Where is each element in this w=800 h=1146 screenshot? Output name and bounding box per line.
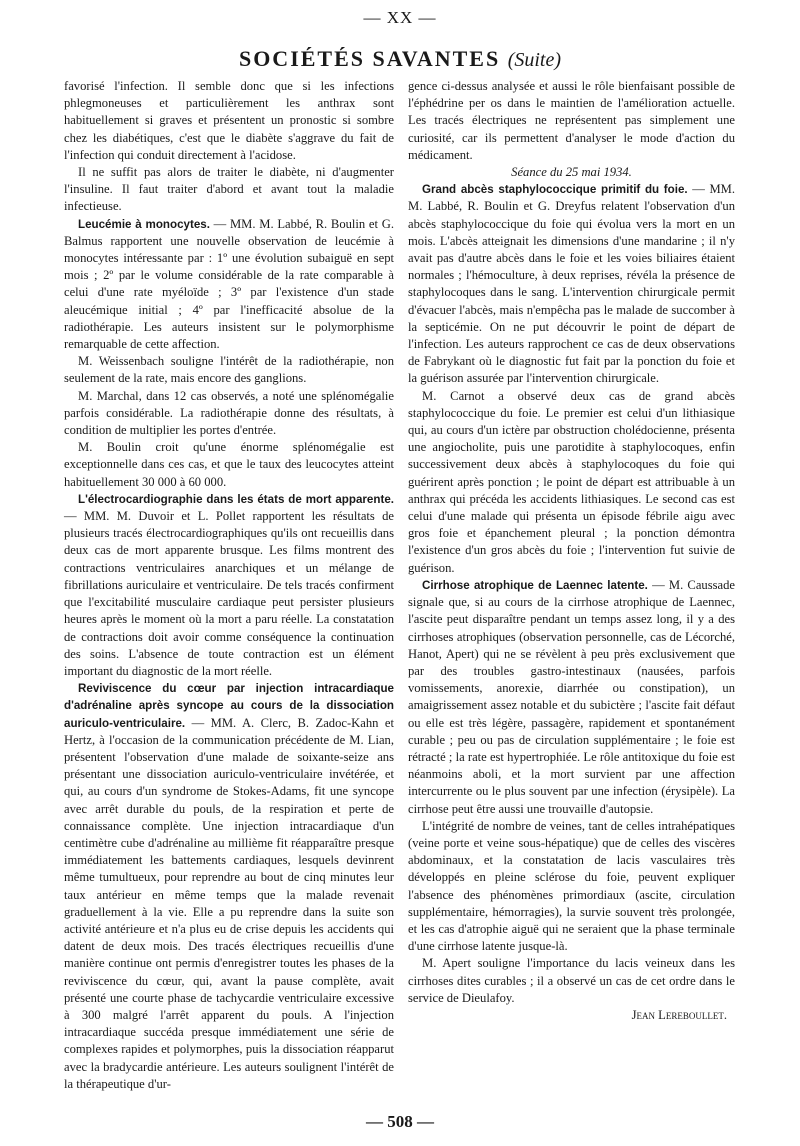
paragraph-apert: M. Apert souligne l'importance du lacis veineux dans les cirrhoses dites curables ; il a observé un cas de cet ordre dans le service de Dieulafoy. [408,956,735,1005]
article-leucemie [64,216,394,354]
article-text-reviviscence: — MM. A. Clerc, B. Zadoc-Kahn et Hertz, à l'occasion de la communication précédente de M. Lian, présentent l'observation d'une malade de soixante-seize ans présentant une dissociation auriculo-ventriculaire invétérée, et qui, au cours d'un syndrome de Stokes-Adams, fit une syncope avec arrêt durable du pouls, de la respiration et perte de connaissance complète. Une injection intracardiaque d'un centimètre cube d'adrénaline au millième fit réapparaître presque immédiatement les battements cardiaques, lesquels devinrent même tumultueux, pour reprendre au bout de cinq minutes leur taux antérieur en même temps que la malade revenait graduellement à la vie. Elle a pu reprendre dans la suite son activité antérieure et n'a plus eu de crise depuis les accidents qui datent de deux mois. Des tracés électriques recueillis d'une manière continue ont permis d'enregistrer toutes les phases de la reviviscence du cœur, qui, avant la pause complète, avait présenté une courte phase de tachycardie ventriculaire excessive à 300 malgré l'arrêt apparent du pouls. A l'injection intracardiaque succéda presque immédiatement une série de complexes rapides et polymorphes, puis la dissociation réapparut avec la bradycardie antérieure. Les auteurs soulignent l'intérêt de la thérapeutique d'ur- [64,715,394,1091]
article-electrocardiographie [64,491,394,680]
paragraph-carnot: M. Carnot a observé deux cas de grand abcès staphylococcique du foie. Le premier est celui d'un lithiasique qui, au cours d'un ictère par obstruction cholédocienne, présenta une angiocholite, puis une parotidite à staphylocoques, enfin successivement deux abcès à staphylocoques du foie qui guérirent après ponction ; le point de départ est attribuable à un anthrax qui précéda les accidents lithiasiques. Le second cas est celui d'une malade qui présenta un épisode fébrile aigu avec gros foie et épanchement pleural ; la ponction démontra l'existence d'un gros abcès du foie ; l'intervention fut suivie de guérison. [408,388,735,575]
article-heading-reviviscence: Reviviscence du cœur par injection intracardiaque d'adrénaline après syncope au cours de la dissociation auriculo-ventriculaire. [64,682,394,730]
page-roman-numeral: — XX — [363,8,437,27]
article-text-cirrhose: — M. Caussade signale que, si au cours de la cirrhose atrophique de Laennec, l'ascite peut disparaître pendant un temps assez long, il y a des cirrhoses atrophiques (observation personnelle, cas de Lécorché, Hanot, Apert) qui ne se révèlent à peu près exclusivement que par des troubles gastro-intestinaux (nausées, parfois vomissements, anorexie, diarrhée ou constipation), un amaigrissement assez notable et du subictère ; l'ascite fait défaut ou elle est très légère, passagère, rapidement et spontanément curable ; peu ou pas de circulation supplémentaire ; le foie est rétracté ; la rate est hypertrophiée. Le rôle antitoxique du foie est néanmoins aboli, et la mort survient par une affection intercurrente ou le plus souvent par une infection (érysipèle). La cirrhose peut être aussi une trouvaille d'autopsie. [408,577,735,816]
paragraph-marchal: M. Marchal, dans 12 cas observés, a noté une splénomégalie parfois considérable. La radiothérapie donne des résultats, à condition de multiplier les portes d'entrée. [64,388,394,438]
article-abces [408,181,735,387]
paragraph-infection: favorisé l'infection. Il semble donc que si les infections phlegmoneuses et particulièrement les anthrax sont habituellement si graves et présentent un pronostic si sombre chez les diabétiques, c'est que le diabète s'aggrave du fait de l'infection qui conduit directement à l'acidose. [64,79,394,162]
article-heading-abces: Grand abcès staphylococcique primitif du foie. [422,183,688,197]
article-text-electrocardiographie: — MM. M. Duvoir et L. Pollet rapportent les résultats de plusieurs tracés électrocardiographiques qu'ils ont recueillis dans deux cas de mort apparente brusque. Les films montrent des contractions ventriculaires anarchiques et un mélange de fibrillations auriculaire et ventriculaire. De tels tracés confirment que l'excitabilité musculaire cardiaque peut persister plusieurs heures après le moment où la mort a paru réelle. La constatation de contractions doit avoir comme conséquence la continuation des soins. L'absence de toute contraction est un élément important du diagnostic de la mort réelle. [64,509,394,678]
section-title-suffix: (Suite) [507,49,562,71]
article-text-leucemie: — MM. M. Labbé, R. Boulin et G. Balmus rapportent une nouvelle observation de leucémie à monocytes intéressante par : 1º une évolution subaiguë en sept mois ; 2º par le volume considérable de la rate comparable à celui d'une rate myéloïde ; 3º par l'existence d'un stade aleucémique initial ; 4º par l'inefficacité absolue de la radiothérapie. Les auteurs insistent sur le polymorphisme remarquable de cette affection. [64,216,394,352]
paragraph-integrite: L'intégrité de nombre de veines, tant de celles intrahépatiques (veine porte et veine sous-hépatique) que de celles des viscères abdominaux, et la constatation de lacis vasculaires très développés en pleine sclérose du foie, peuvent expliquer l'absence des phénomènes primordiaux (ascite, circulation supplémentaire, hémorragies), la survie souvent très prolongée, et les cas d'atrophie aiguë qui ne seraient que la phase terminale d'une cirrhose latente jusque-là. [408,818,735,954]
seance-date: Séance du 25 mai 1934. [511,165,632,180]
article-text-abces: — MM. M. Labbé, R. Boulin et G. Dreyfus relatent l'observation d'un abcès staphylococcique du foie qui évolua vers la mort en un mois. L'abcès atteignait les dimensions d'une mandarine ; il n'y avait pas d'autre abcès dans le foie et les voies biliaires étaient normales ; l'hémoculture, à deux reprises, révéla la présence de staphylocoques dans le sang. L'intervention chirurgicale permit d'évacuer l'abcès, mais n'empêcha pas le malade de succomber à la septicémie. On ne put découvrir le point de départ de l'infection. Les auteurs rapprochent ce cas de deux observations de Fabrykant où le diagnostic fut fait par la ponction du foie et la guérison assurée par l'intervention chirurgicale. [408,182,735,386]
paragraph-diabete: Il ne suffit pas alors de traiter le diabète, ni d'augmenter l'insuline. Il faut traiter d'abord et avant tout la maladie infectieuse. [64,165,394,214]
section-title-text: SOCIÉTÉS SAVANTES [238,46,501,71]
article-heading-cirrhose: Cirrhose atrophique de Laennec latente. [422,578,648,592]
paragraph-boulin: M. Boulin croit qu'une énorme splénomégalie est exceptionnelle dans ces cas, et que le taux des leucocytes atteint habituellement 30 000 à 60 000. [64,440,394,489]
article-reviviscence [64,680,394,1093]
article-heading-leucemie: Leucémie à monocytes. [78,217,210,231]
page-number: — 508 — [366,1112,434,1131]
section-title [0,46,800,72]
author-signature: Jean Lereboullet. [631,1007,727,1022]
article-cirrhose [408,577,735,818]
paragraph-weissenbach: M. Weissenbach souligne l'intérêt de la radiothérapie, non seulement de la rate, mais encore des ganglions. [64,354,394,386]
left-column [64,78,394,1093]
paragraph-ephedrine: gence ci-dessus analysée et aussi le rôle bienfaisant possible de l'éphédrine per os dans le maintien de l'amélioration actuelle. Les tracés électriques ne représentent pas simplement une curiosité, car ils permettent d'analyser le mode d'action du médicament. [408,79,735,162]
right-column [408,78,735,1024]
article-heading-electrocardiographie: L'électrocardiographie dans les états de mort apparente. [78,492,394,506]
